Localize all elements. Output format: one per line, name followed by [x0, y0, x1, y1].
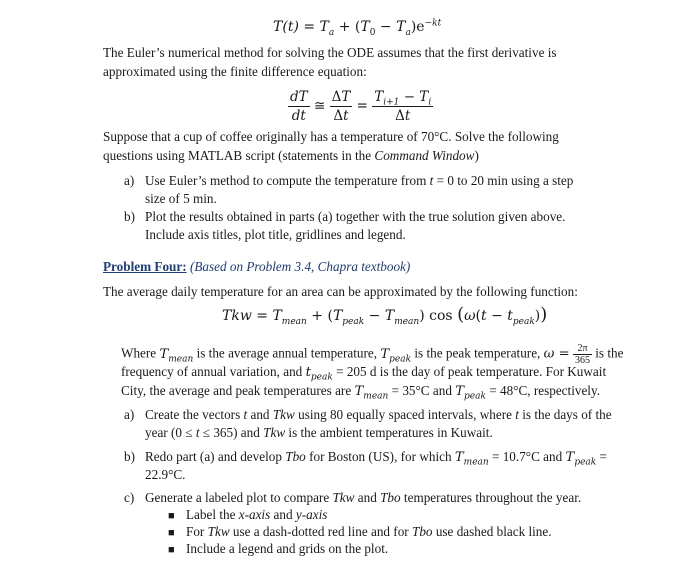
part-c-line-1: Generate a labeled plot to compare Tkw and Tbo temperatures throughout the year.	[145, 490, 582, 505]
bullet-dot-icon: ■	[168, 544, 175, 556]
coffee-problem-line-1: Suppose that a cup of coffee originally has a temperature of 70°C. Solve the following	[103, 129, 559, 144]
part-c-label: c)	[124, 490, 135, 505]
part-b-line-1: Redo part (a) and develop Tbo for Boston (US), for which $T_{mean} = 10.7^\circ C$ and $T_{peak}$ =	[145, 449, 607, 468]
part-b-label: b)	[124, 449, 135, 464]
coffee-problem-line-2: questions using MATLAB script (statements in the Command Window)	[103, 148, 479, 163]
bullet-item-legend-grid: Include a legend and grids on the plot.	[186, 541, 389, 556]
euler-intro-line-2: approximated using the finite difference equation:	[103, 64, 367, 79]
question-a-line-1: Use Euler’s method to compute the temperature from t = 0 to 20 min using a step	[145, 173, 574, 188]
where-line-2: frequency of annual variation, and $t_{peak} = 205$ d is the day of peak temperature. For Kuwait	[121, 364, 607, 383]
problem-four-heading: Problem Four: (Based on Problem 3.4, Chapra textbook)	[103, 259, 411, 274]
question-b-line-1: Plot the results obtained in parts (a) together with the true solution given above.	[145, 209, 566, 224]
bullet-item-axis-labels: Label the x-axis and y-axis	[186, 507, 328, 522]
part-b-line-2: 22.9°C.	[145, 467, 186, 482]
part-a-line-2: year (0 ≤ t ≤ 365) and Tkw is the ambient temperatures in Kuwait.	[145, 425, 493, 440]
question-b-label: b)	[124, 209, 135, 224]
euler-intro-line-1: The Euler’s numerical method for solving the ODE assumes that the first derivative is	[103, 45, 557, 60]
question-a-line-2: size of 5 min.	[145, 191, 217, 206]
question-b-line-2: Include axis titles, plot title, gridlines and legend.	[145, 227, 406, 242]
bullet-dot-icon: ■	[168, 527, 175, 539]
where-line-3: City, the average and peak temperatures are $T_{mean} = 35^\circ C$ and $T_{peak} = 48^\circ C$, respectively.	[121, 383, 600, 402]
bullet-dot-icon: ■	[168, 510, 175, 522]
tkw-equation: Tkw = $T_{mean} + (T_{peak} - T_{mean})$ $\cos (\omega(t - t_{peak}))$	[222, 304, 548, 327]
newton-cooling-equation: $T(t) = T_a + (T_0 - T_a)e^{-kt}$	[273, 18, 442, 38]
part-a-line-1: Create the vectors t and Tkw using 80 equally spaced intervals, where t is the days of the	[145, 407, 612, 422]
part-a-label: a)	[124, 407, 135, 422]
where-line-1: Where $T_{mean}$ is the average annual temperature, $T_{peak}$ is the peak temperature, ω = $\frac{2\pi}{365}$ is the	[121, 343, 624, 366]
average-temperature-intro: The average daily temperature for an area can be approximated by the following function:	[103, 284, 578, 299]
bullet-item-line-styles: For Tkw use a dash-dotted red line and for Tbo use dashed black line.	[186, 524, 552, 539]
question-a-label: a)	[124, 173, 135, 188]
finite-difference-equation: $\frac{dT}{dt}$ ≅ $\frac{\Delta T}{\Delta t}$ = $\frac{T_{i+1} - T_i}{\Delta t}$	[290, 89, 432, 124]
